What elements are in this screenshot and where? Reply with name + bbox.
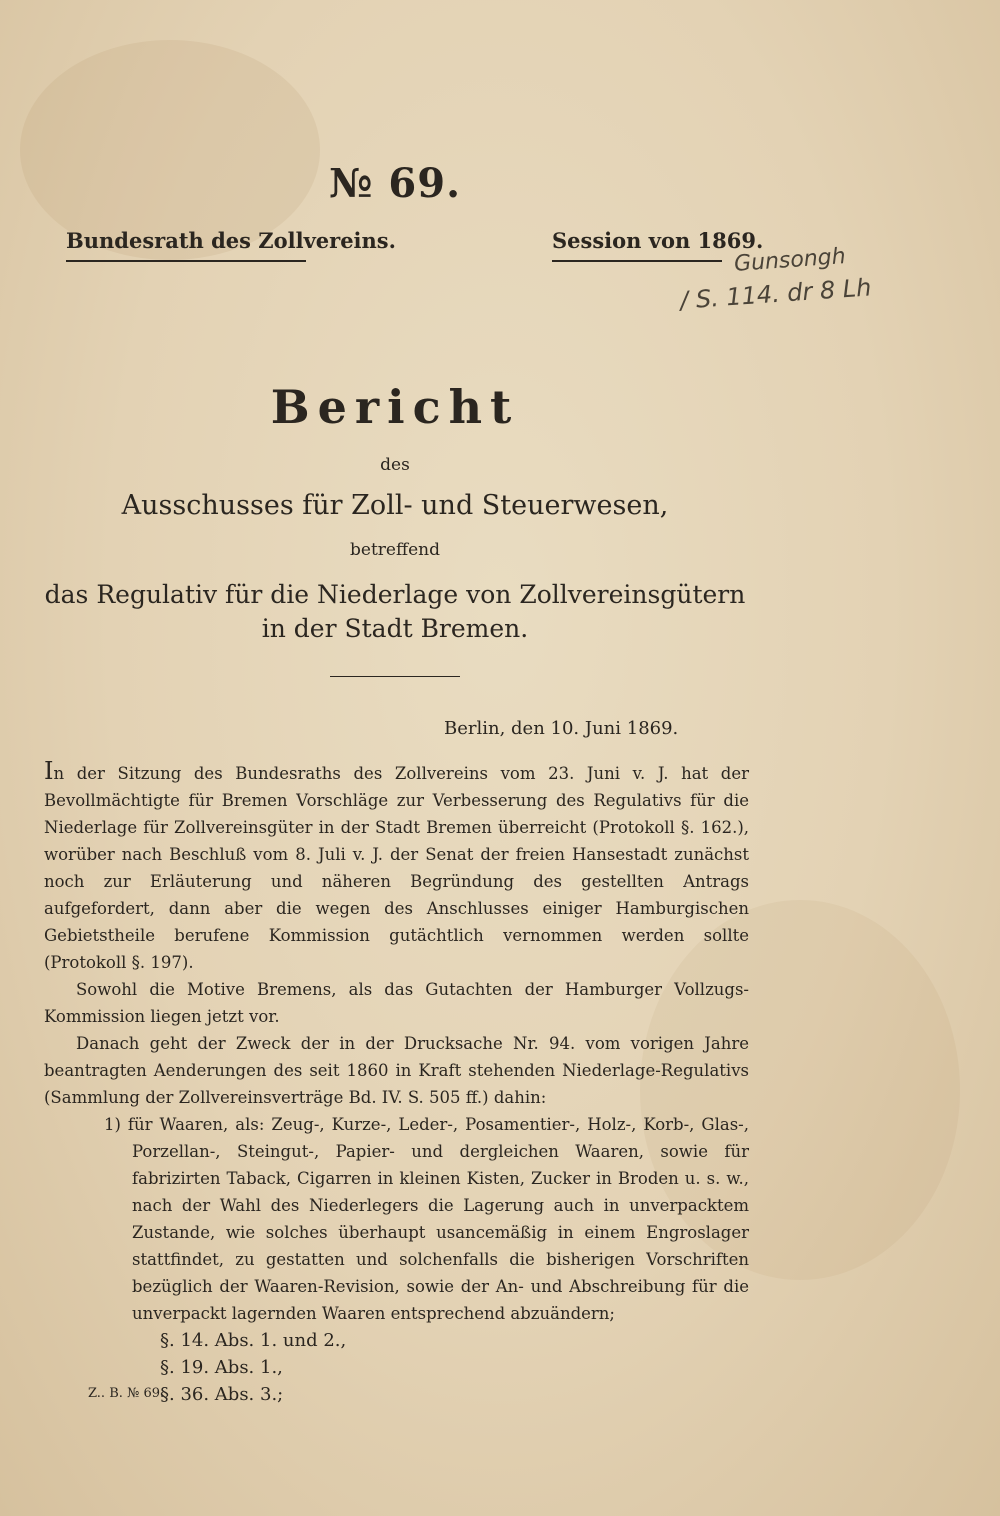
list-item: 1) für Waaren, als: Zeug-, Kurze-, Leder-, Posamentier-, Holz-, Korb-, Glas-, Porzellan-, Steingut-, Papier- und dergleichen Waaren, sowie für fabrizirten Taback, Cigarren in kleinen Kisten, Zucker in Broden u. s. w., nach der Wahl des Niederlegers die Lagerung auch in unverpacktem Zustande, wie solches überhaupt usancemäßig in einem Engroslager stattfindet, zu gestatten und solchenfalls die bisherigen Vorschriften bezüglich der Waaren-Revision, sowie der An- und Abschreibung für die unverpackt lagernden Waaren entsprechend abzuändern; [104, 1115, 749, 1323]
document-title: Bericht [270, 380, 520, 434]
paragraph: Danach geht der Zweck der in der Drucksache Nr. 94. vom vorigen Jahre beantragten Aenderungen des seit 1860 in Kraft stehenden Niederlage-Regulativs (Sammlung der Zollvereinsverträge Bd. IV. S. 505 ff.) dahin: [44, 1034, 749, 1107]
masthead-left: Bundesrath des Zollvereins. [66, 228, 396, 253]
subject-line-1: das Regulativ für die Niederlage von Zollvereinsgütern [44, 580, 746, 609]
subject-line-2: in der Stadt Bremen. [261, 614, 529, 643]
paper-stain [20, 40, 320, 260]
handwritten-note-1: Gunsongh [733, 244, 847, 277]
reference-line: §. 36. Abs. 3.; [160, 1384, 284, 1405]
document-number: № 69. [329, 160, 461, 207]
paragraph: Sowohl die Motive Bremens, als das Gutachten der Hamburger Vollzugs-Kommission liegen jetzt vor. [44, 980, 749, 1026]
reference-line: §. 19. Abs. 1., [160, 1357, 283, 1378]
dateline: Berlin, den 10. Juni 1869. [444, 718, 679, 739]
title-des: des [380, 455, 410, 475]
masthead-rule-right [552, 260, 722, 262]
title-divider [330, 676, 460, 677]
footer-signature: Z.. B. № 69. [88, 1386, 165, 1401]
body-text [44, 758, 749, 1408]
masthead-right: Session von 1869. [552, 228, 764, 253]
reference-line: §. 14. Abs. 1. und 2., [160, 1330, 347, 1351]
paragraph: In der Sitzung des Bundesraths des Zollvereins vom 23. Juni v. J. hat der Bevollmächtigte für Bremen Vorschläge zur Verbesserung des Regulativs für die Niederlage für Zollvereinsgüter in der Stadt Bremen überreicht (Protokoll §. 162.), worüber nach Beschluß vom 8. Juli v. J. der Senat der freien Hansestadt zunächst noch zur Erläuterung und näheren Begründung des gestellten Antrags aufgefordert, dann aber die wegen des Anschlusses einiger Hamburgischen Gebietstheile berufene Kommission gutächtlich vernommen werden sollte (Protokoll §. 197). [44, 757, 749, 972]
title-concerning: betreffend [350, 540, 440, 560]
masthead-rule-left [66, 260, 306, 262]
committee-name: Ausschusses für Zoll- und Steuerwesen, [121, 490, 669, 521]
handwritten-note-2: / S. 114. dr 8 Lh [679, 273, 873, 315]
